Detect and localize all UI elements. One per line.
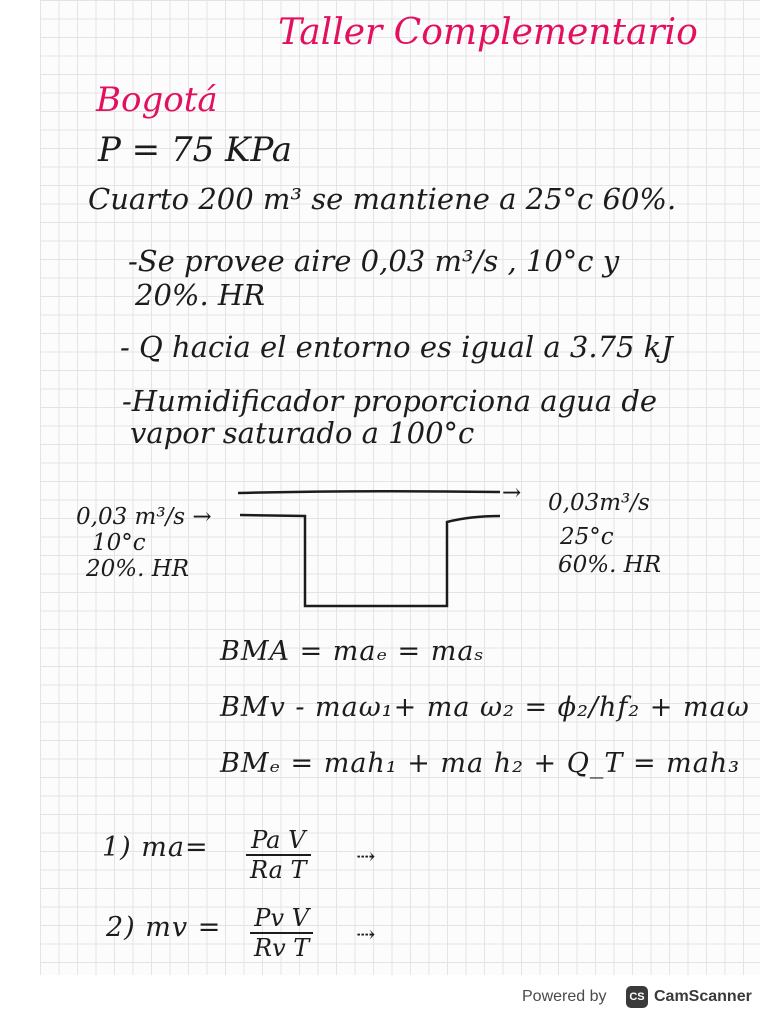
room-statement: Cuarto 200 m³ se mantiene a 25°c 60%.	[88, 182, 677, 216]
powered-by-text: Powered by	[522, 988, 607, 1005]
duct-top-line	[238, 491, 500, 493]
formula-2-label: 2) mv =	[106, 912, 222, 943]
bullet-air-supply-hr: 20%. HR	[135, 278, 266, 312]
formula-1-label: 1) ma=	[102, 832, 209, 863]
inlet-hr: 20%. HR	[86, 556, 190, 582]
formula-1-fraction	[246, 826, 311, 884]
outlet-hr: 60%. HR	[558, 552, 662, 578]
energy-balance: BMₑ = mah₁ + ma h₂ + Q_T = mah₃	[220, 748, 741, 779]
mass-balance-vapor: BMv - maω₁+ ma ω₂ = ϕ₂/hf₂ + maω	[220, 692, 750, 723]
formula-2-denominator: Rv T	[254, 934, 310, 962]
bullet-air-supply: -Se provee aire 0,03 m³/s , 10°c y	[128, 244, 620, 278]
outlet-temp: 25°c	[560, 524, 614, 550]
formula-2-arrow: ⇢	[356, 922, 376, 948]
duct-bottom-line	[240, 515, 500, 606]
formula-1-denominator: Ra T	[250, 856, 307, 884]
bullet-heat-loss: - Q hacia el entorno es igual a 3.75 kJ	[120, 330, 673, 364]
formula-1-arrow: ⇢	[356, 844, 376, 870]
outlet-flow: 0,03m³/s	[548, 490, 650, 516]
formula-2-fraction	[250, 904, 313, 962]
pressure-text: P = 75 KPa	[98, 130, 293, 170]
bullet-humidifier: -Humidificador proporciona agua de	[122, 384, 658, 418]
camscanner-logo-icon: CS	[626, 986, 648, 1008]
city-label: Bogotá	[96, 80, 218, 120]
inlet-flow: 0,03 m³/s →	[76, 504, 212, 530]
formula-1-numerator: Pa V	[246, 826, 311, 856]
formula-2-numerator: Pv V	[250, 904, 313, 934]
mass-balance-air: BMA = maₑ = maₛ	[220, 636, 485, 667]
inlet-temp: 10°c	[92, 530, 146, 556]
camscanner-brand: CamScanner	[654, 988, 752, 1005]
bullet-humidifier-vapor: vapor saturado a 100°c	[130, 416, 475, 450]
page-title: Taller Complementario	[278, 12, 698, 53]
outlet-arrow: →	[502, 480, 522, 506]
